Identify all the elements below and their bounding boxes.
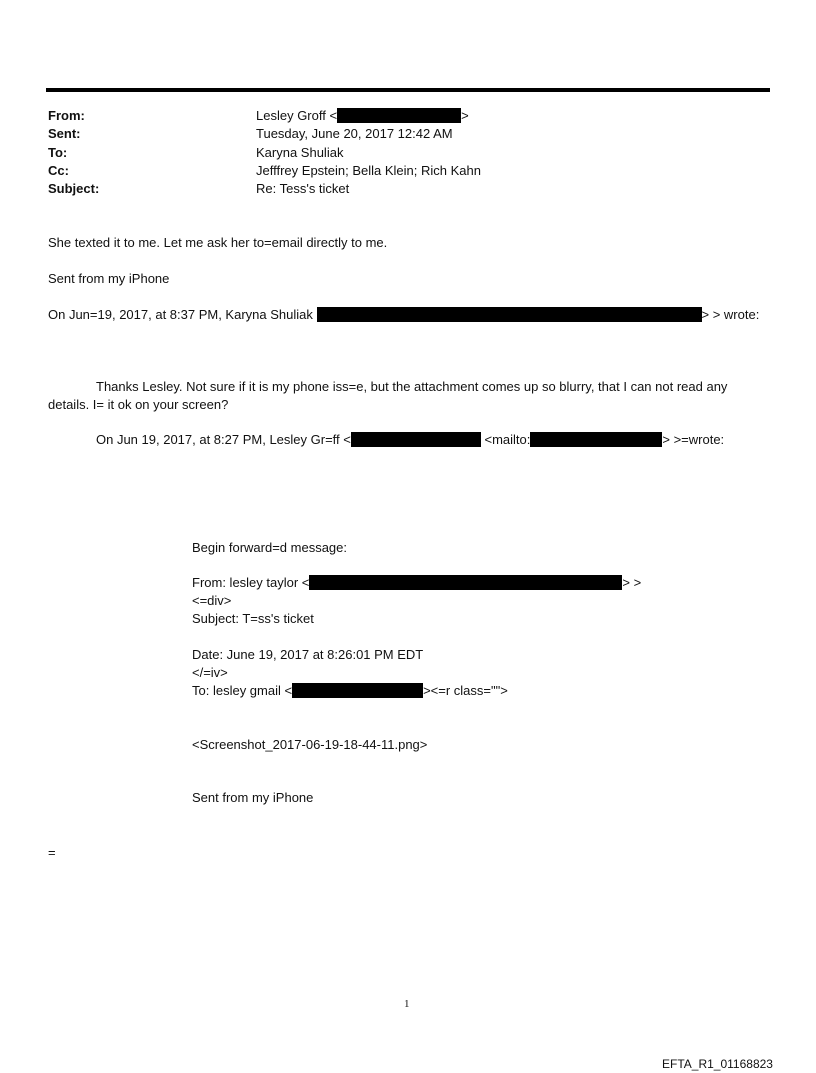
sent-value: Tuesday, June 20, 2017 12:42 AM	[256, 126, 453, 141]
forward-date: Date: June 19, 2017 at 8:26:01 PM EDT	[192, 647, 424, 662]
sent-label: Sent:	[48, 126, 81, 141]
forward-from-text: From: lesley taylor <	[192, 575, 310, 590]
redaction-box	[351, 432, 481, 447]
redaction-box	[317, 307, 702, 322]
to-label: To:	[48, 145, 68, 160]
quoted-paragraph-line-1: Thanks Lesley. Not sure if it is my phone iss=e, but the attachment comes up so blurry, that I can not read any	[96, 379, 728, 394]
quote-header-2	[96, 432, 724, 448]
cc-value: Jefffrey Epstein; Bella Klein; Rich Kahn	[256, 163, 481, 178]
signature-1: Sent from my iPhone	[48, 271, 170, 286]
subject-label: Subject:	[48, 181, 100, 196]
attachment-name: <Screenshot_2017-06-19-18-44-11.png>	[192, 737, 428, 752]
signature-2: Sent from my iPhone	[192, 790, 314, 805]
forward-from	[192, 575, 641, 591]
forward-header: Begin forward=d message:	[192, 540, 348, 555]
document-id: EFTA_R1_01168823	[662, 1057, 773, 1071]
forward-div: <=div>	[192, 593, 232, 608]
cc-label: Cc:	[48, 163, 69, 178]
quote-header-1	[48, 307, 759, 323]
quote-header-2-end: > >=wrote:	[662, 432, 725, 447]
quoted-paragraph-line-2: details. I= it ok on your screen?	[48, 397, 229, 412]
reply-line: She texted it to me. Let me ask her to=email directly to me.	[48, 235, 388, 250]
subject-value: Re: Tess's ticket	[256, 181, 350, 196]
redaction-box	[337, 108, 461, 123]
forward-enddiv: </=iv>	[192, 665, 228, 680]
top-rule	[46, 88, 770, 92]
from-end: >	[461, 108, 469, 123]
forward-to	[192, 683, 508, 699]
quote-header-1-text: On Jun=19, 2017, at 8:37 PM, Karyna Shuliak	[48, 307, 313, 322]
forward-subject: Subject: T=ss's ticket	[192, 611, 314, 626]
from-label: From:	[48, 108, 85, 123]
redaction-box	[530, 432, 662, 447]
mailto-text: <mailto:	[484, 432, 531, 447]
redaction-box	[292, 683, 423, 698]
from-name: Lesley Groff <	[256, 108, 338, 123]
to-value: Karyna Shuliak	[256, 145, 344, 160]
forward-to-text: To: lesley gmail <	[192, 683, 293, 698]
redaction-box	[309, 575, 622, 590]
forward-from-end: > >	[622, 575, 642, 590]
from-value	[256, 108, 469, 124]
quote-header-1-end: > > wrote:	[701, 307, 760, 322]
trailing-equals: =	[48, 845, 56, 860]
forward-to-end: ><=r class="">	[423, 683, 508, 698]
page-number: 1	[404, 998, 410, 1010]
quote-header-2-text: On Jun 19, 2017, at 8:27 PM, Lesley Gr=ff <	[96, 432, 351, 447]
